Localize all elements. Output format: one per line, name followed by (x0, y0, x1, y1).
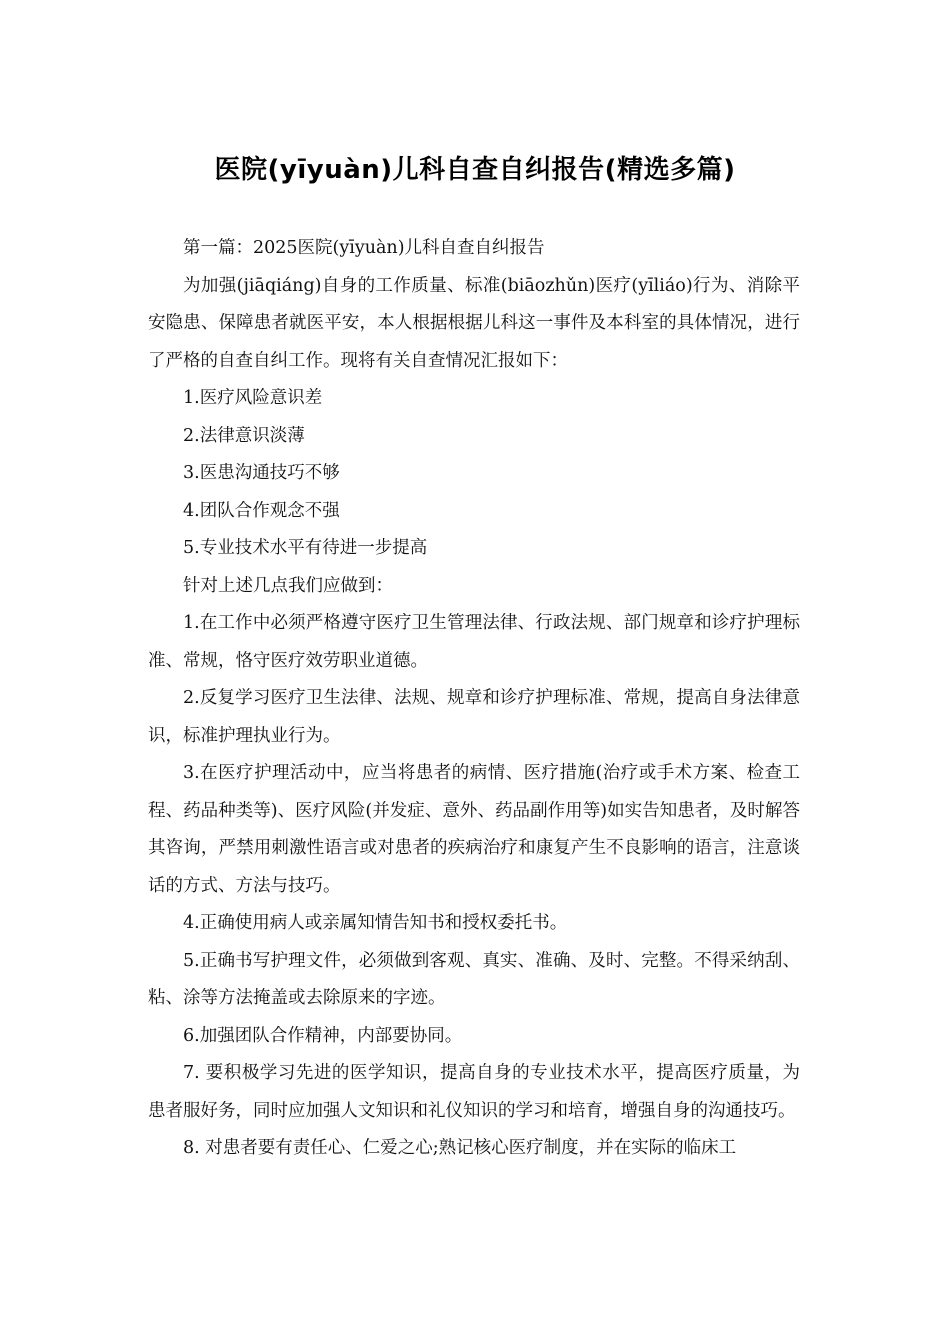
list-item-measure-6: 6.加强团队合作精神，内部要协同。 (183, 1025, 463, 1046)
list-item-measure-2: 2.反复学习医疗卫生法律、法规、规章和诊疗护理标准、常规，提高自身法律意识，标准护理执业行为。 (148, 688, 800, 746)
list-item-issue-5: 5.专业技术水平有待进一步提高 (183, 538, 428, 558)
list-item-issue-3: 3.医患沟通技巧不够 (183, 463, 340, 483)
list-item-measure-5: 5.正确书写护理文件，必须做到客观、真实、准确、及时、完整。不得采纳刮、粘、涂等方法掩盖或去除原来的字迹。 (148, 950, 800, 1008)
document-body (148, 230, 800, 1168)
paragraph-measures-intro: 针对上述几点我们应做到： (183, 575, 393, 596)
list-item-measure-7: 7. 要积极学习先进的医学知识，提高自身的专业技术水平，提高医疗质量，为患者服好务，同时应加强人文知识和礼仪知识的学习和培育，增强自身的沟通技巧。 (148, 1063, 800, 1121)
list-item-measure-8: 8. 对患者要有责任心、仁爱之心;熟记核心医疗制度，并在实际的临床工 (183, 1138, 737, 1158)
list-item-measure-4: 4.正确使用病人或亲属知情告知书和授权委托书。 (183, 913, 568, 933)
list-item-measure-3: 3.在医疗护理活动中，应当将患者的病情、医疗措施(治疗或手术方案、检查工程、药品种类等)、医疗风险(并发症、意外、药品副作用等)如实告知患者，及时解答其咨询，严禁用刺激性语言或对患者的疾病治疗和康复产生不良影响的语言，注意谈话的方式、方法与技巧。 (148, 763, 800, 896)
list-item-issue-4: 4.团队合作观念不强 (183, 500, 340, 521)
section-heading: 第一篇：2025医院(yīyuàn)儿科自查自纠报告 (183, 238, 545, 258)
list-item-measure-1: 1.在工作中必须严格遵守医疗卫生管理法律、行政法规、部门规章和诊疗护理标准、常规，恪守医疗效劳职业道德。 (148, 613, 800, 671)
paragraph-intro: 为加强(jiāqiáng)自身的工作质量、标准(biāozhǔn)医疗(yīliáo)行为、消除平安隐患、保障患者就医平安，本人根据根据儿科这一事件及本科室的具体情况，进行了严格的自查自纠工作。现将有关自查情况汇报如下： (148, 275, 800, 371)
document-title: 医院(yīyuàn)儿科自查自纠报告(精选多篇) (214, 155, 736, 185)
list-item-issue-1: 1.医疗风险意识差 (183, 388, 323, 408)
list-item-issue-2: 2.法律意识淡薄 (183, 425, 305, 446)
